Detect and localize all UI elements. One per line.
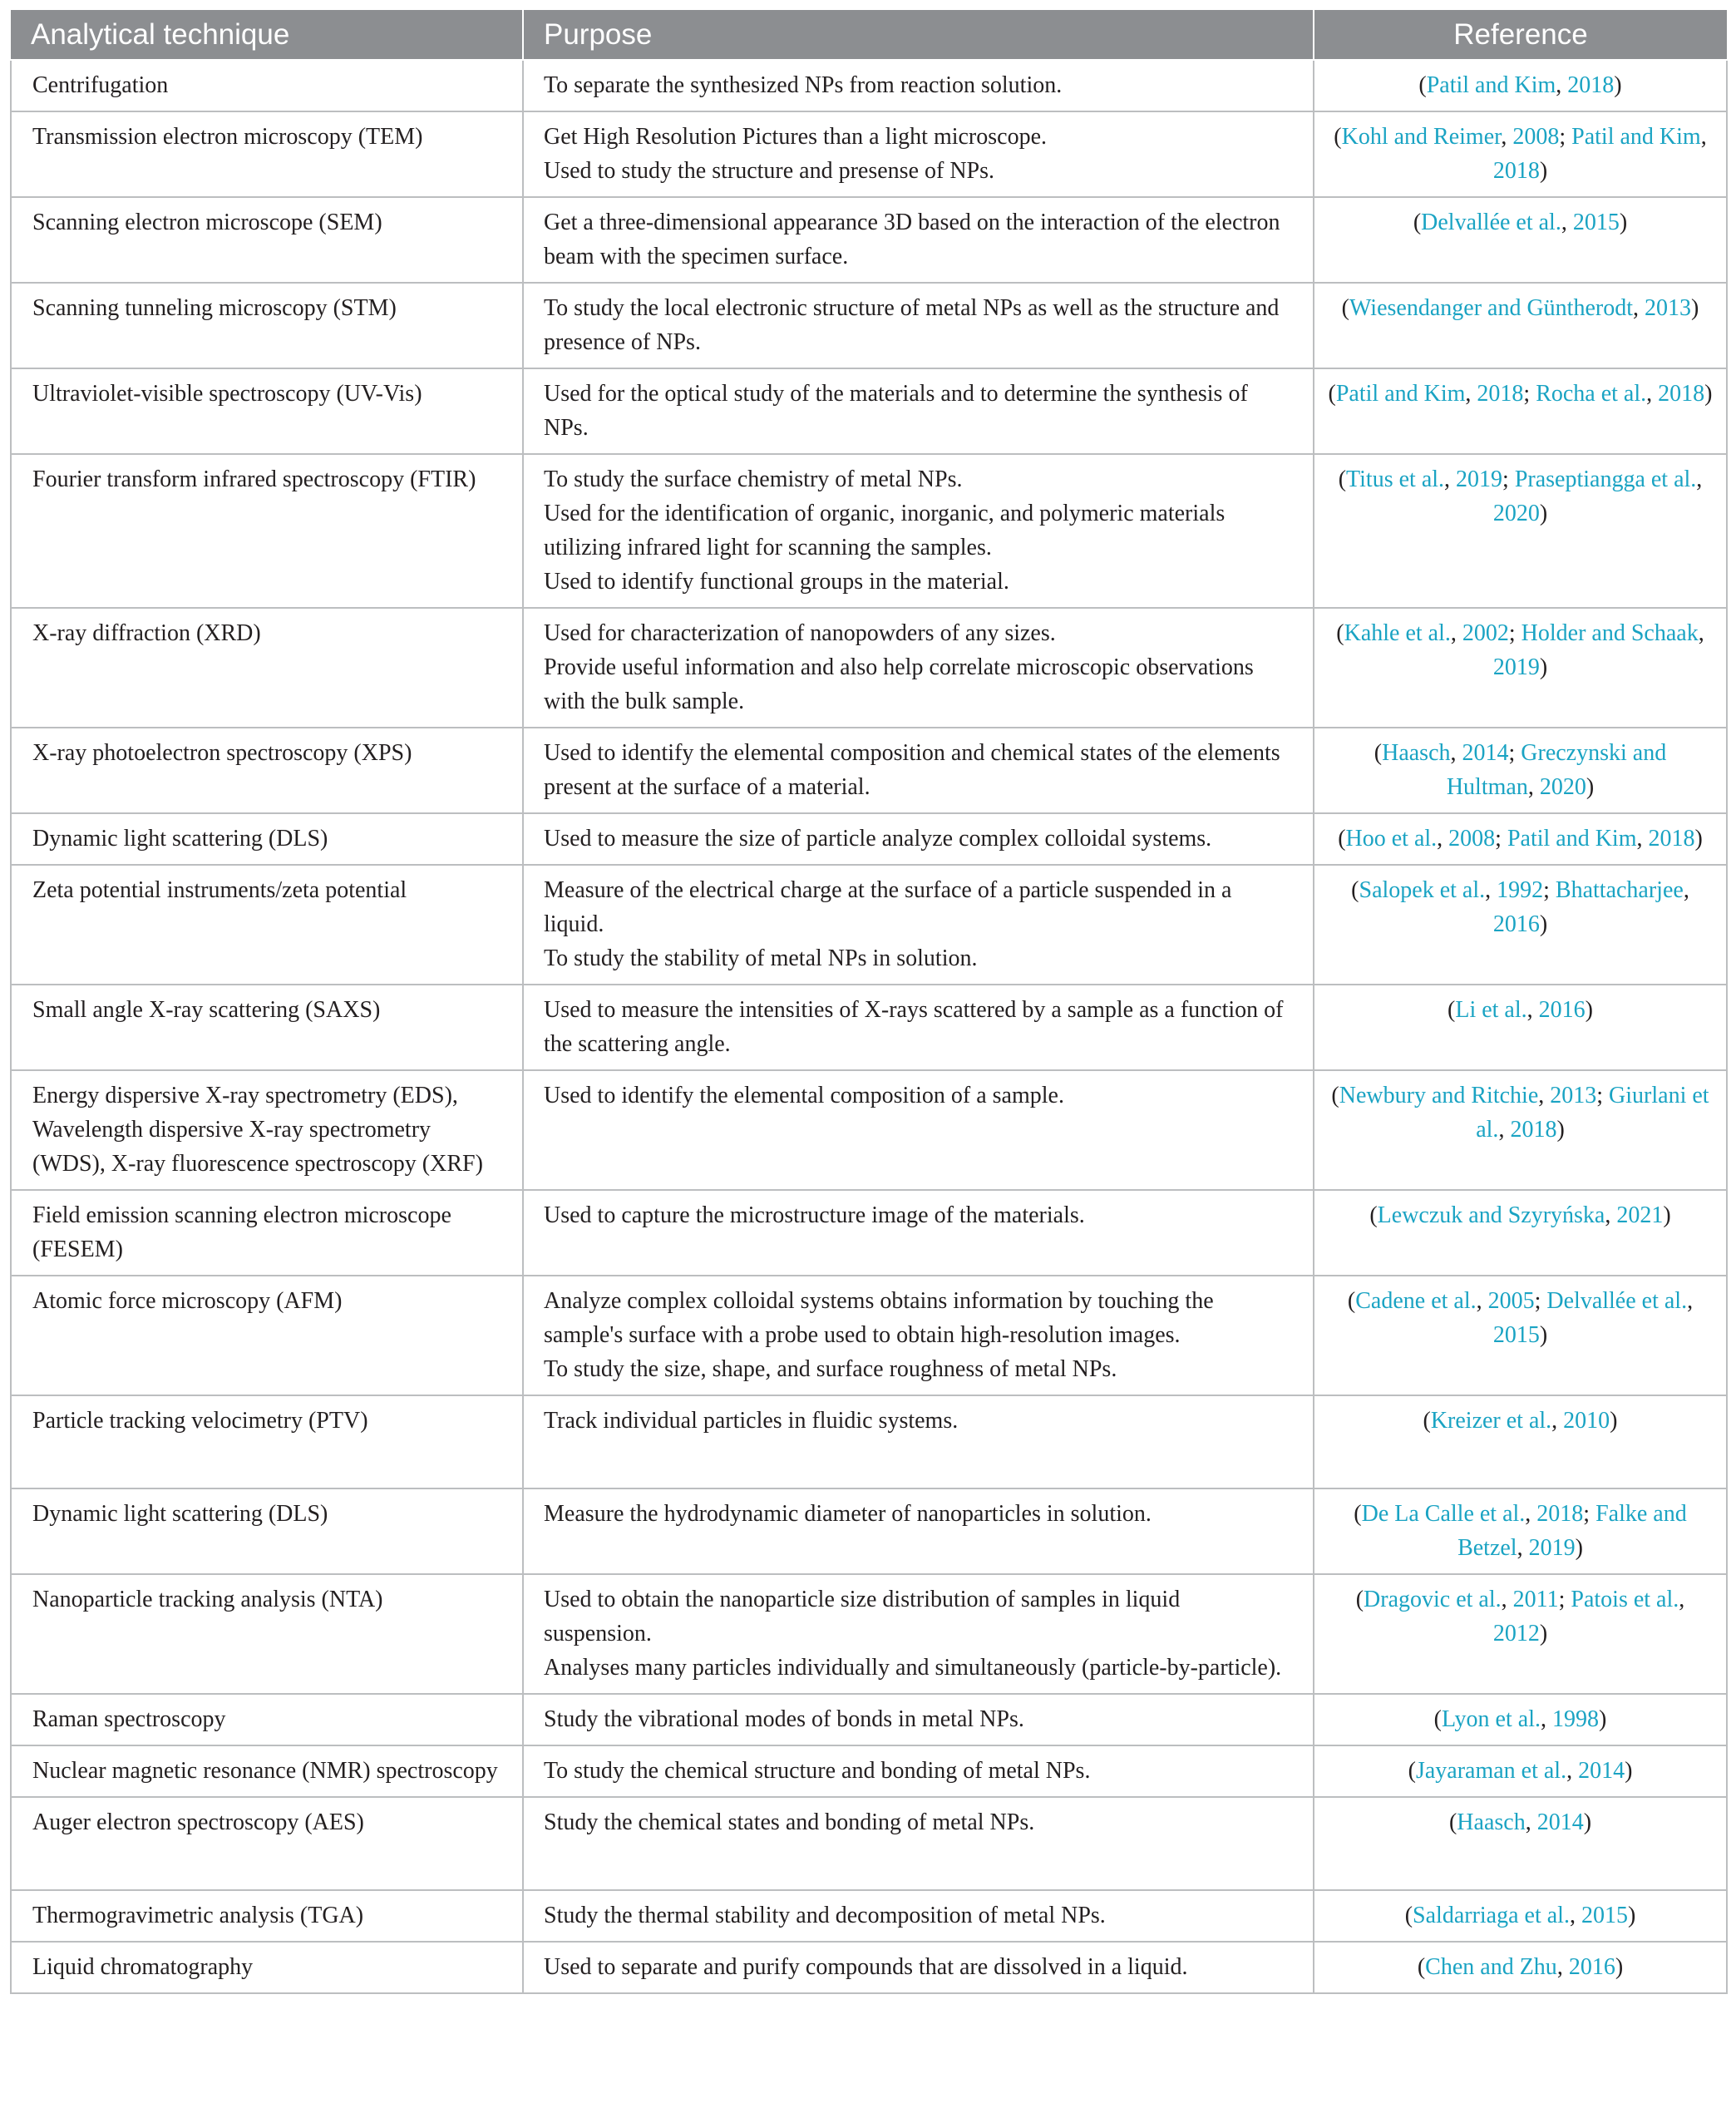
reference-cell [1314,283,1727,368]
citation-punctuation: ( [1351,877,1359,903]
reference-cell [1314,197,1727,283]
citation-link[interactable]: Kreizer et al. [1430,1408,1552,1434]
citation-link[interactable]: Haasch [1457,1809,1526,1835]
citation-link[interactable]: Titus et al. [1346,467,1445,492]
citation-punctuation: , [1501,124,1513,150]
technique-cell: Thermogravimetric analysis (TGA) [11,1890,523,1942]
technique-cell: Ultraviolet-visible spectroscopy (UV-Vis) [11,368,523,454]
citation-link[interactable]: 2005 [1487,1288,1535,1314]
citation-punctuation: ( [1354,1501,1362,1527]
reference-cell [1314,1694,1727,1745]
citation-link[interactable]: Patois et al. [1571,1587,1679,1612]
reference-cell [1314,1745,1727,1797]
purpose-line: Used to identify the elemental composition of a sample. [544,1083,1064,1108]
table-row [11,1890,1727,1942]
purpose-cell [523,368,1314,454]
reference-cell [1314,985,1727,1070]
citation-link[interactable]: Dragovic et al. [1364,1587,1502,1612]
technique-cell: X-ray diffraction (XRD) [11,608,523,728]
citation-link[interactable]: Patil and Kim [1507,826,1637,852]
citation-link[interactable]: 2020 [1492,501,1540,526]
purpose-line: Analyses many particles individually and simultaneously (particle-by-particle). [544,1655,1282,1681]
citation-link[interactable]: 2019 [1456,467,1503,492]
table-row [11,1190,1727,1276]
citation-link[interactable]: Lewczuk and Szyryńska [1377,1202,1605,1228]
citation-punctuation: ( [1413,210,1422,235]
citation-punctuation: , [1687,1288,1694,1314]
purpose-cell [523,283,1314,368]
technique-cell: Dynamic light scattering (DLS) [11,1488,523,1574]
citation-punctuation: , [1517,1535,1529,1561]
citation-link[interactable]: 2018 [1492,158,1540,184]
technique-cell: Nanoparticle tracking analysis (NTA) [11,1574,523,1694]
citation-punctuation: , [1683,877,1689,903]
purpose-cell [523,454,1314,608]
technique-cell: Scanning tunneling microscopy (STM) [11,283,523,368]
citation-punctuation: ( [1341,295,1349,321]
citation-link[interactable]: Holder and Schaak [1521,620,1699,646]
table-row [11,728,1727,813]
reference-cell [1314,111,1727,197]
purpose-line: Measure of the electrical charge at the surface of a particle suspended in a liquid. [544,877,1232,937]
citation-punctuation: ) [1610,1408,1618,1434]
technique-cell: X-ray photoelectron spectroscopy (XPS) [11,728,523,813]
citation-punctuation: ; [1559,124,1572,150]
purpose-line: Used to study the structure and presense of NPs. [544,158,995,184]
citation-punctuation: ) [1585,997,1593,1023]
citation-punctuation: , [1525,1501,1537,1527]
purpose-cell [523,1694,1314,1745]
citation-link[interactable]: Wiesendanger and Güntherodt [1349,295,1633,321]
table-row [11,1070,1727,1190]
citation-punctuation: ) [1539,654,1548,680]
citation-punctuation: ) [1619,210,1628,235]
citation-punctuation: , [1498,1117,1511,1143]
table-row [11,1574,1727,1694]
citation-punctuation: ) [1539,1322,1548,1348]
purpose-line: To study the stability of metal NPs in solution. [544,945,978,971]
citation-link[interactable]: 2016 [1538,997,1586,1023]
citation-link[interactable]: Hoo et al. [1345,826,1438,852]
reference-cell [1314,368,1727,454]
table-header [11,10,1727,60]
purpose-cell [523,608,1314,728]
citation-link[interactable]: Patil and Kim [1335,381,1466,407]
table-row [11,197,1727,283]
citation-punctuation: ) [1704,381,1713,407]
citation-link[interactable]: 2014 [1536,1809,1584,1835]
table-row [11,813,1727,865]
citation-link[interactable]: 2018 [1648,826,1695,852]
technique-cell: Liquid chromatography [11,1942,523,1993]
citation-punctuation: , [1465,381,1477,407]
citation-punctuation: , [1696,467,1703,492]
citation-punctuation: , [1437,826,1449,852]
citation-punctuation: , [1566,1758,1579,1784]
citation-link[interactable]: Lyon et al. [1442,1706,1541,1732]
citation-link[interactable]: Greczynski and Hultman [1446,740,1667,800]
purpose-line: Provide useful information and also help correlate microscopic observations with the bulk sample. [544,654,1254,714]
technique-cell: Dynamic light scattering (DLS) [11,813,523,865]
citation-link[interactable]: 2014 [1462,740,1509,766]
citation-link[interactable]: Chen and Zhu [1425,1954,1557,1980]
citation-link[interactable]: 2018 [1477,381,1524,407]
citation-link[interactable]: Saldarriaga et al. [1413,1903,1570,1928]
citation-punctuation: , [1501,1587,1513,1612]
citation-punctuation: ; [1495,826,1507,852]
citation-punctuation: , [1632,295,1645,321]
citation-link[interactable]: 2018 [1510,1117,1557,1143]
purpose-line: Used to obtain the nanoparticle size distribution of samples in liquid suspension. [544,1587,1181,1646]
purpose-cell [523,1890,1314,1942]
purpose-line: Get High Resolution Pictures than a light microscope. [544,124,1048,150]
purpose-cell [523,865,1314,985]
purpose-cell [523,1574,1314,1694]
technique-cell: Transmission electron microscopy (TEM) [11,111,523,197]
table-row [11,1488,1727,1574]
purpose-line: To study the surface chemistry of metal NPs. [544,467,963,492]
purpose-cell [523,1797,1314,1890]
technique-cell: Energy dispersive X-ray spectrometry (EDS), Wavelength dispersive X-ray spectrometry (WDS), X-ray fluorescence spectroscopy (XRF) [11,1070,523,1190]
citation-punctuation: , [1450,620,1462,646]
citation-link[interactable]: Kahle et al. [1344,620,1451,646]
header-reference: Reference [1314,10,1727,60]
purpose-line: To study the chemical structure and bonding of metal NPs. [544,1758,1091,1784]
citation-link[interactable]: Jayaraman et al. [1415,1758,1567,1784]
citation-link[interactable]: 1998 [1551,1706,1599,1732]
citation-punctuation: , [1679,1587,1685,1612]
citation-link[interactable]: 2020 [1539,774,1586,800]
citation-punctuation: , [1569,1903,1581,1928]
citation-punctuation: ) [1583,1809,1592,1835]
purpose-line: Used to capture the microstructure image of the materials. [544,1202,1085,1228]
citation-punctuation: , [1540,1706,1552,1732]
citation-punctuation: ( [1404,1903,1413,1928]
purpose-cell [523,1276,1314,1395]
purpose-cell [523,60,1314,111]
citation-punctuation: , [1646,381,1659,407]
citation-link[interactable]: 2019 [1528,1535,1576,1561]
citation-link[interactable]: Rocha et al. [1536,381,1647,407]
citation-punctuation: , [1527,774,1540,800]
purpose-line: Measure the hydrodynamic diameter of nanoparticles in solution. [544,1501,1152,1527]
citation-punctuation: ( [1447,997,1456,1023]
citation-punctuation: ; [1508,620,1521,646]
citation-punctuation: ) [1690,295,1699,321]
citation-punctuation: ( [1328,381,1336,407]
table-body [11,60,1727,1993]
reference-cell [1314,1488,1727,1574]
citation-link[interactable]: 2008 [1448,826,1496,852]
purpose-cell [523,1942,1314,1993]
reference-cell [1314,608,1727,728]
table-row [11,608,1727,728]
purpose-cell [523,1395,1314,1488]
reference-cell [1314,1276,1727,1395]
citation-punctuation: ) [1614,72,1622,98]
citation-link[interactable]: 2015 [1581,1903,1628,1928]
table-row [11,1694,1727,1745]
citation-punctuation: ( [1355,1587,1364,1612]
table-row [11,1276,1727,1395]
purpose-cell [523,1070,1314,1190]
citation-punctuation: ) [1694,826,1703,852]
citation-punctuation: ( [1338,467,1347,492]
citation-link[interactable]: 2016 [1568,1954,1615,1980]
table-row [11,283,1727,368]
purpose-line: Study the chemical states and bonding of metal NPs. [544,1809,1035,1835]
technique-cell: Nuclear magnetic resonance (NMR) spectroscopy [11,1745,523,1797]
citation-punctuation: , [1485,877,1497,903]
purpose-line: To separate the synthesized NPs from reaction solution. [544,72,1063,98]
citation-link[interactable]: Salopek et al. [1359,877,1486,903]
reference-cell [1314,1190,1727,1276]
table-row [11,985,1727,1070]
citation-punctuation: , [1700,124,1707,150]
citation-link[interactable]: 2013 [1644,295,1691,321]
citation-punctuation: , [1636,826,1649,852]
technique-cell: Atomic force microscopy (AFM) [11,1276,523,1395]
citation-punctuation: ( [1433,1706,1442,1732]
purpose-line: Used to separate and purify compounds that are dissolved in a liquid. [544,1954,1188,1980]
purpose-line: Track individual particles in fluidic systems. [544,1408,959,1434]
citation-punctuation: , [1551,1408,1564,1434]
citation-punctuation: ( [1423,1408,1431,1434]
citation-punctuation: ) [1598,1706,1607,1732]
citation-link[interactable]: 2019 [1492,654,1540,680]
citation-link[interactable]: 2015 [1492,1322,1540,1348]
table-row [11,454,1727,608]
citation-punctuation: ( [1418,72,1427,98]
citation-punctuation: ) [1625,1758,1633,1784]
citation-link[interactable]: Newbury and Ritchie [1339,1083,1539,1108]
technique-cell: Scanning electron microscope (SEM) [11,197,523,283]
citation-punctuation: ( [1417,1954,1426,1980]
citation-punctuation: ( [1369,1202,1378,1228]
purpose-cell [523,1745,1314,1797]
technique-cell: Field emission scanning electron microscope (FESEM) [11,1190,523,1276]
technique-cell: Raman spectroscopy [11,1694,523,1745]
table-row [11,111,1727,197]
citation-punctuation: , [1538,1083,1551,1108]
purpose-cell [523,111,1314,197]
citation-punctuation: , [1525,1809,1537,1835]
reference-cell [1314,454,1727,608]
citation-punctuation: ( [1374,740,1383,766]
purpose-cell [523,1488,1314,1574]
purpose-line: Analyze complex colloidal systems obtains information by touching the sample's surface with a probe used to obtain high-resolution images. [544,1288,1214,1348]
citation-punctuation: ) [1627,1903,1636,1928]
reference-cell [1314,1942,1727,1993]
citation-punctuation: ) [1615,1954,1624,1980]
citation-punctuation: ) [1575,1535,1583,1561]
citation-link[interactable]: 2013 [1550,1083,1597,1108]
purpose-line: To study the size, shape, and surface roughness of metal NPs. [544,1356,1117,1382]
citation-link[interactable]: 2010 [1563,1408,1610,1434]
citation-link[interactable]: 2018 [1536,1501,1584,1527]
reference-cell [1314,60,1727,111]
technique-cell: Zeta potential instruments/zeta potential [11,865,523,985]
technique-cell: Small angle X-ray scattering (SAXS) [11,985,523,1070]
purpose-line: Used for characterization of nanopowders of any sizes. [544,620,1056,646]
citation-link[interactable]: Giurlani et al. [1476,1083,1709,1143]
citation-link[interactable]: 2015 [1572,210,1620,235]
reference-cell [1314,865,1727,985]
citation-punctuation: ; [1534,1288,1547,1314]
purpose-line: Get a three-dimensional appearance 3D based on the interaction of the electron beam with the specimen surface. [544,210,1280,269]
citation-link[interactable]: Li et al. [1455,997,1527,1023]
citation-punctuation: ; [1543,877,1556,903]
reference-cell [1314,813,1727,865]
techniques-table [10,10,1728,1994]
header-purpose: Purpose [523,10,1314,60]
reference-cell [1314,728,1727,813]
citation-punctuation: ( [1338,826,1346,852]
citation-punctuation: ) [1539,158,1548,184]
reference-cell [1314,1890,1727,1942]
citation-punctuation: , [1476,1288,1488,1314]
table-row [11,1797,1727,1890]
citation-punctuation: ( [1448,1809,1457,1835]
technique-cell: Particle tracking velocimetry (PTV) [11,1395,523,1488]
table-row [11,1942,1727,1993]
purpose-cell [523,985,1314,1070]
citation-punctuation: ) [1663,1202,1671,1228]
citation-punctuation: , [1450,740,1462,766]
table-row [11,60,1727,111]
technique-cell: Centrifugation [11,60,523,111]
purpose-cell [523,197,1314,283]
citation-link[interactable]: Kohl and Reimer [1341,124,1502,150]
purpose-line: Study the thermal stability and decomposition of metal NPs. [544,1903,1106,1928]
table-row [11,865,1727,985]
citation-punctuation: ; [1502,467,1515,492]
citation-punctuation: ( [1331,1083,1339,1108]
citation-punctuation: , [1698,620,1704,646]
technique-cell: Auger electron spectroscopy (AES) [11,1797,523,1890]
purpose-line: Used for the identification of organic, inorganic, and polymeric materials utilizing infrared light for scanning the samples. [544,501,1226,560]
citation-punctuation: , [1561,210,1573,235]
table-row [11,1745,1727,1797]
technique-cell: Fourier transform infrared spectroscopy (FTIR) [11,454,523,608]
table-row [11,368,1727,454]
citation-link[interactable]: Falke and Betzel [1457,1501,1687,1561]
citation-link[interactable]: 2012 [1492,1621,1540,1646]
citation-link[interactable]: 2011 [1512,1587,1559,1612]
purpose-cell [523,813,1314,865]
citation-link[interactable]: Patil and Kim [1571,124,1701,150]
citation-link[interactable]: Bhattacharjee [1555,877,1684,903]
citation-link[interactable]: 2008 [1512,124,1560,150]
citation-punctuation: ; [1596,1083,1610,1108]
citation-punctuation: ) [1556,1117,1565,1143]
citation-punctuation: ; [1523,381,1536,407]
citation-punctuation: ) [1539,911,1548,937]
citation-link[interactable]: 2016 [1492,911,1540,937]
citation-punctuation: , [1605,1202,1617,1228]
citation-link[interactable]: De La Calle et al. [1361,1501,1526,1527]
citation-link[interactable]: 1992 [1497,877,1544,903]
citation-link[interactable]: 2018 [1567,72,1615,98]
citation-punctuation: ) [1586,774,1595,800]
purpose-line: Study the vibrational modes of bonds in metal NPs. [544,1706,1024,1732]
reference-cell [1314,1070,1727,1190]
purpose-cell [523,1190,1314,1276]
purpose-line: Used to identify functional groups in the material. [544,569,1009,595]
purpose-line: Used to measure the size of particle analyze complex colloidal systems. [544,826,1212,852]
citation-punctuation: ( [1347,1288,1356,1314]
citation-punctuation: , [1556,1954,1569,1980]
purpose-line: Used to identify the elemental composition and chemical states of the elements present at the surface of a material. [544,740,1280,800]
citation-link[interactable]: Cadene et al. [1355,1288,1477,1314]
citation-punctuation: , [1526,997,1539,1023]
reference-cell [1314,1395,1727,1488]
citation-punctuation: , [1556,72,1568,98]
citation-punctuation: ; [1583,1501,1596,1527]
citation-punctuation: ) [1539,501,1548,526]
purpose-line: Used to measure the intensities of X-rays scattered by a sample as a function of the scattering angle. [544,997,1284,1057]
reference-cell [1314,1574,1727,1694]
citation-link[interactable]: Haasch [1382,740,1451,766]
citation-punctuation: ( [1334,124,1342,150]
citation-punctuation: ) [1539,1621,1548,1646]
citation-link[interactable]: 2014 [1578,1758,1625,1784]
citation-link[interactable]: Delvallée et al. [1421,210,1561,235]
citation-punctuation: ( [1408,1758,1416,1784]
citation-link[interactable]: Praseptiangga et al. [1514,467,1697,492]
citation-link[interactable]: 2002 [1462,620,1509,646]
purpose-line: To study the local electronic structure of metal NPs as well as the structure and presence of NPs. [544,295,1280,355]
purpose-line: Used for the optical study of the materials and to determine the synthesis of NPs. [544,381,1248,441]
citation-punctuation: , [1444,467,1457,492]
citation-punctuation: ; [1508,740,1521,766]
header-row [11,10,1727,60]
reference-cell [1314,1797,1727,1890]
purpose-cell [523,728,1314,813]
citation-link[interactable]: Delvallée et al. [1546,1288,1688,1314]
table-row [11,1395,1727,1488]
citation-link[interactable]: 2021 [1616,1202,1664,1228]
header-technique: Analytical technique [11,10,523,60]
citation-punctuation: ( [1336,620,1344,646]
citation-link[interactable]: 2018 [1658,381,1705,407]
citation-punctuation: ; [1558,1587,1571,1612]
citation-link[interactable]: Patil and Kim [1426,72,1556,98]
